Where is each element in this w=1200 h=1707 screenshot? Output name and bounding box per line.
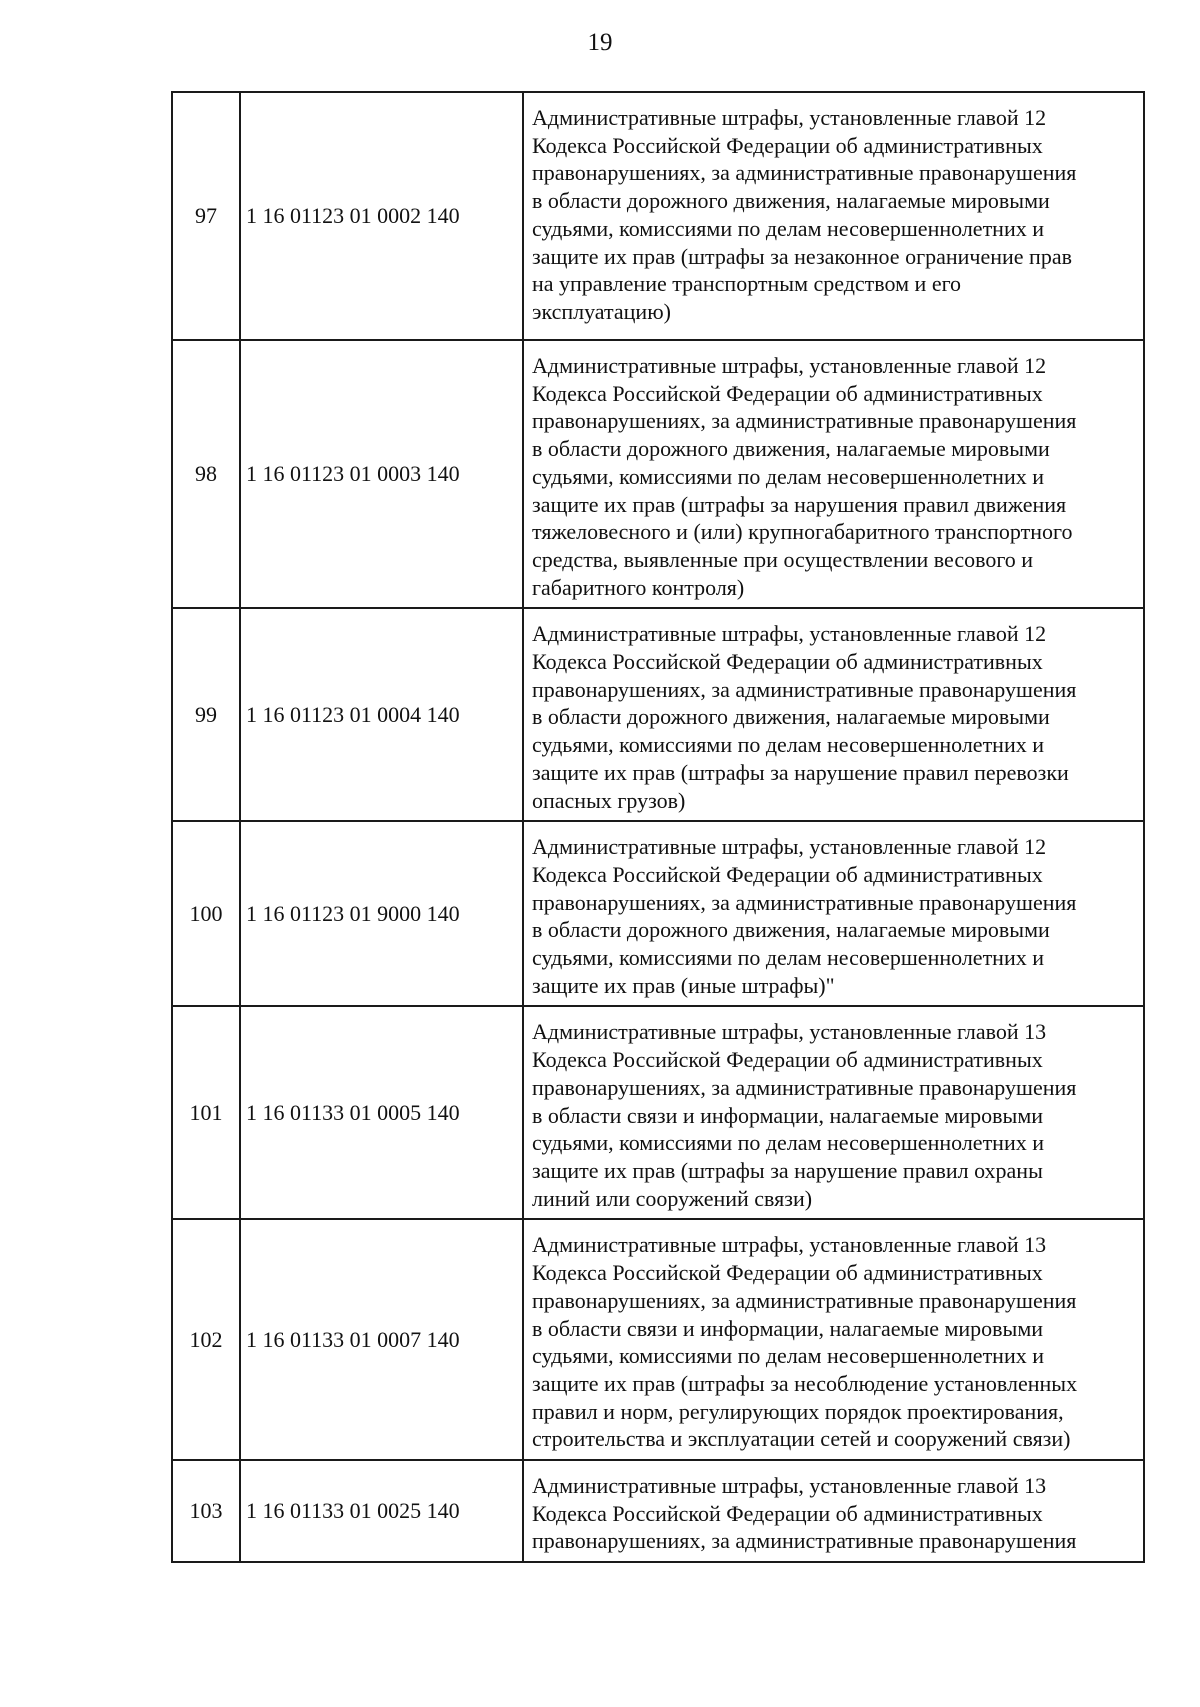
description-line: правонарушениях, за административные правонарушения <box>532 1287 1077 1313</box>
description-line: защите их прав (иные штрафы)" <box>532 972 835 998</box>
row-number-cell: 102 <box>172 1219 240 1460</box>
description-line: средства, выявленные при осуществлении весового и <box>532 546 1034 572</box>
page-number: 19 <box>587 29 613 56</box>
description-line: габаритного контроля) <box>532 574 745 600</box>
description-line: судьями, комиссиями по делам несовершеннолетних и <box>532 1130 1045 1156</box>
description-cell <box>523 1460 1144 1562</box>
description-line: Административные штрафы, установленные главой 13 <box>532 1473 1047 1499</box>
budget-code-cell: 1 16 01133 01 0005 140 <box>240 1006 523 1219</box>
row-number-cell: 100 <box>172 821 240 1006</box>
description-line: Кодекса Российской Федерации об административных <box>532 1500 1043 1526</box>
budget-code-cell: 1 16 01123 01 0003 140 <box>240 340 523 608</box>
description-line: защите их прав (штрафы за несоблюдение установленных <box>532 1370 1078 1396</box>
budget-code-cell: 1 16 01123 01 9000 140 <box>240 821 523 1006</box>
description-line: правонарушениях, за административные правонарушения <box>532 160 1077 186</box>
description-line: в области дорожного движения, налагаемые мировыми <box>532 436 1050 462</box>
description-line: правонарушениях, за административные правонарушения <box>532 408 1077 434</box>
description-line: Административные штрафы, установленные главой 12 <box>532 353 1047 378</box>
description-line: строительства и эксплуатации сетей и сооружений связи) <box>532 1426 1071 1452</box>
description-line: Кодекса Российской Федерации об административных <box>532 380 1043 406</box>
table-row <box>172 340 1144 608</box>
row-number-cell: 98 <box>172 340 240 608</box>
description-line: правил и норм, регулирующих порядок проектирования, <box>532 1398 1064 1424</box>
description-cell <box>523 821 1144 1006</box>
description-line: правонарушениях, за административные правонарушения <box>532 889 1077 915</box>
description-line: правонарушениях, за административные правонарушения <box>532 676 1077 702</box>
description-cell <box>523 1006 1144 1219</box>
row-number-cell: 101 <box>172 1006 240 1219</box>
table-row <box>172 1460 1144 1562</box>
description-line: эксплуатацию) <box>532 298 671 324</box>
description-line: судьями, комиссиями по делам несовершеннолетних и <box>532 1343 1045 1369</box>
description-line: Кодекса Российской Федерации об административных <box>532 649 1043 675</box>
description-line: опасных грузов) <box>532 787 686 813</box>
table-row <box>172 608 1144 821</box>
description-cell <box>523 340 1144 608</box>
description-line: защите их прав (штрафы за нарушения правил движения <box>532 491 1067 517</box>
budget-code-cell: 1 16 01133 01 0025 140 <box>240 1460 523 1562</box>
description-line: в области связи и информации, налагаемые мировыми <box>532 1102 1044 1128</box>
table-row <box>172 92 1144 340</box>
description-line: правонарушениях, за административные правонарушения <box>532 1528 1077 1554</box>
row-number-cell: 97 <box>172 92 240 340</box>
description-line: Кодекса Российской Федерации об административных <box>532 1260 1043 1286</box>
description-line: Административные штрафы, установленные главой 12 <box>532 834 1047 860</box>
table-row <box>172 1219 1144 1460</box>
description-line: линий или сооружений связи) <box>532 1185 813 1211</box>
description-line: защите их прав (штрафы за нарушение правил охраны <box>532 1157 1043 1183</box>
description-line: защите их прав (штрафы за нарушение правил перевозки <box>532 759 1069 785</box>
row-number-cell: 99 <box>172 608 240 821</box>
description-line: защите их прав (штрафы за незаконное ограничение прав <box>532 243 1072 269</box>
description-line: судьями, комиссиями по делам несовершеннолетних и <box>532 732 1045 758</box>
description-line: Административные штрафы, установленные главой 12 <box>532 621 1047 647</box>
row-number-cell: 103 <box>172 1460 240 1562</box>
description-cell <box>523 1219 1144 1460</box>
description-cell <box>523 92 1144 340</box>
description-line: Административные штрафы, установленные главой 13 <box>532 1232 1047 1258</box>
table-row <box>172 821 1144 1006</box>
table-row <box>172 1006 1144 1219</box>
description-line: в области дорожного движения, налагаемые мировыми <box>532 704 1050 730</box>
description-line: в области связи и информации, налагаемые мировыми <box>532 1315 1044 1341</box>
description-line: в области дорожного движения, налагаемые мировыми <box>532 917 1050 943</box>
budget-code-cell: 1 16 01123 01 0002 140 <box>240 92 523 340</box>
description-line: на управление транспортным средством и его <box>532 271 962 297</box>
description-line: Кодекса Российской Федерации об административных <box>532 1047 1043 1073</box>
description-line: тяжеловесного и (или) крупногабаритного транспортного <box>532 519 1073 545</box>
description-line: Кодекса Российской Федерации об административных <box>532 861 1043 887</box>
description-line: Кодекса Российской Федерации об административных <box>532 132 1043 158</box>
description-line: судьями, комиссиями по делам несовершеннолетних и <box>532 945 1045 971</box>
description-cell <box>523 608 1144 821</box>
description-line: правонарушениях, за административные правонарушения <box>532 1074 1077 1100</box>
description-line: судьями, комиссиями по делам несовершеннолетних и <box>532 463 1045 489</box>
budget-code-table <box>171 91 1145 1563</box>
budget-code-cell: 1 16 01123 01 0004 140 <box>240 608 523 821</box>
description-line: Административные штрафы, установленные главой 12 <box>532 105 1047 130</box>
description-line: Административные штрафы, установленные главой 13 <box>532 1019 1047 1045</box>
description-line: в области дорожного движения, налагаемые мировыми <box>532 188 1050 214</box>
description-line: судьями, комиссиями по делам несовершеннолетних и <box>532 215 1045 241</box>
table-body <box>172 92 1144 1562</box>
budget-code-cell: 1 16 01133 01 0007 140 <box>240 1219 523 1460</box>
